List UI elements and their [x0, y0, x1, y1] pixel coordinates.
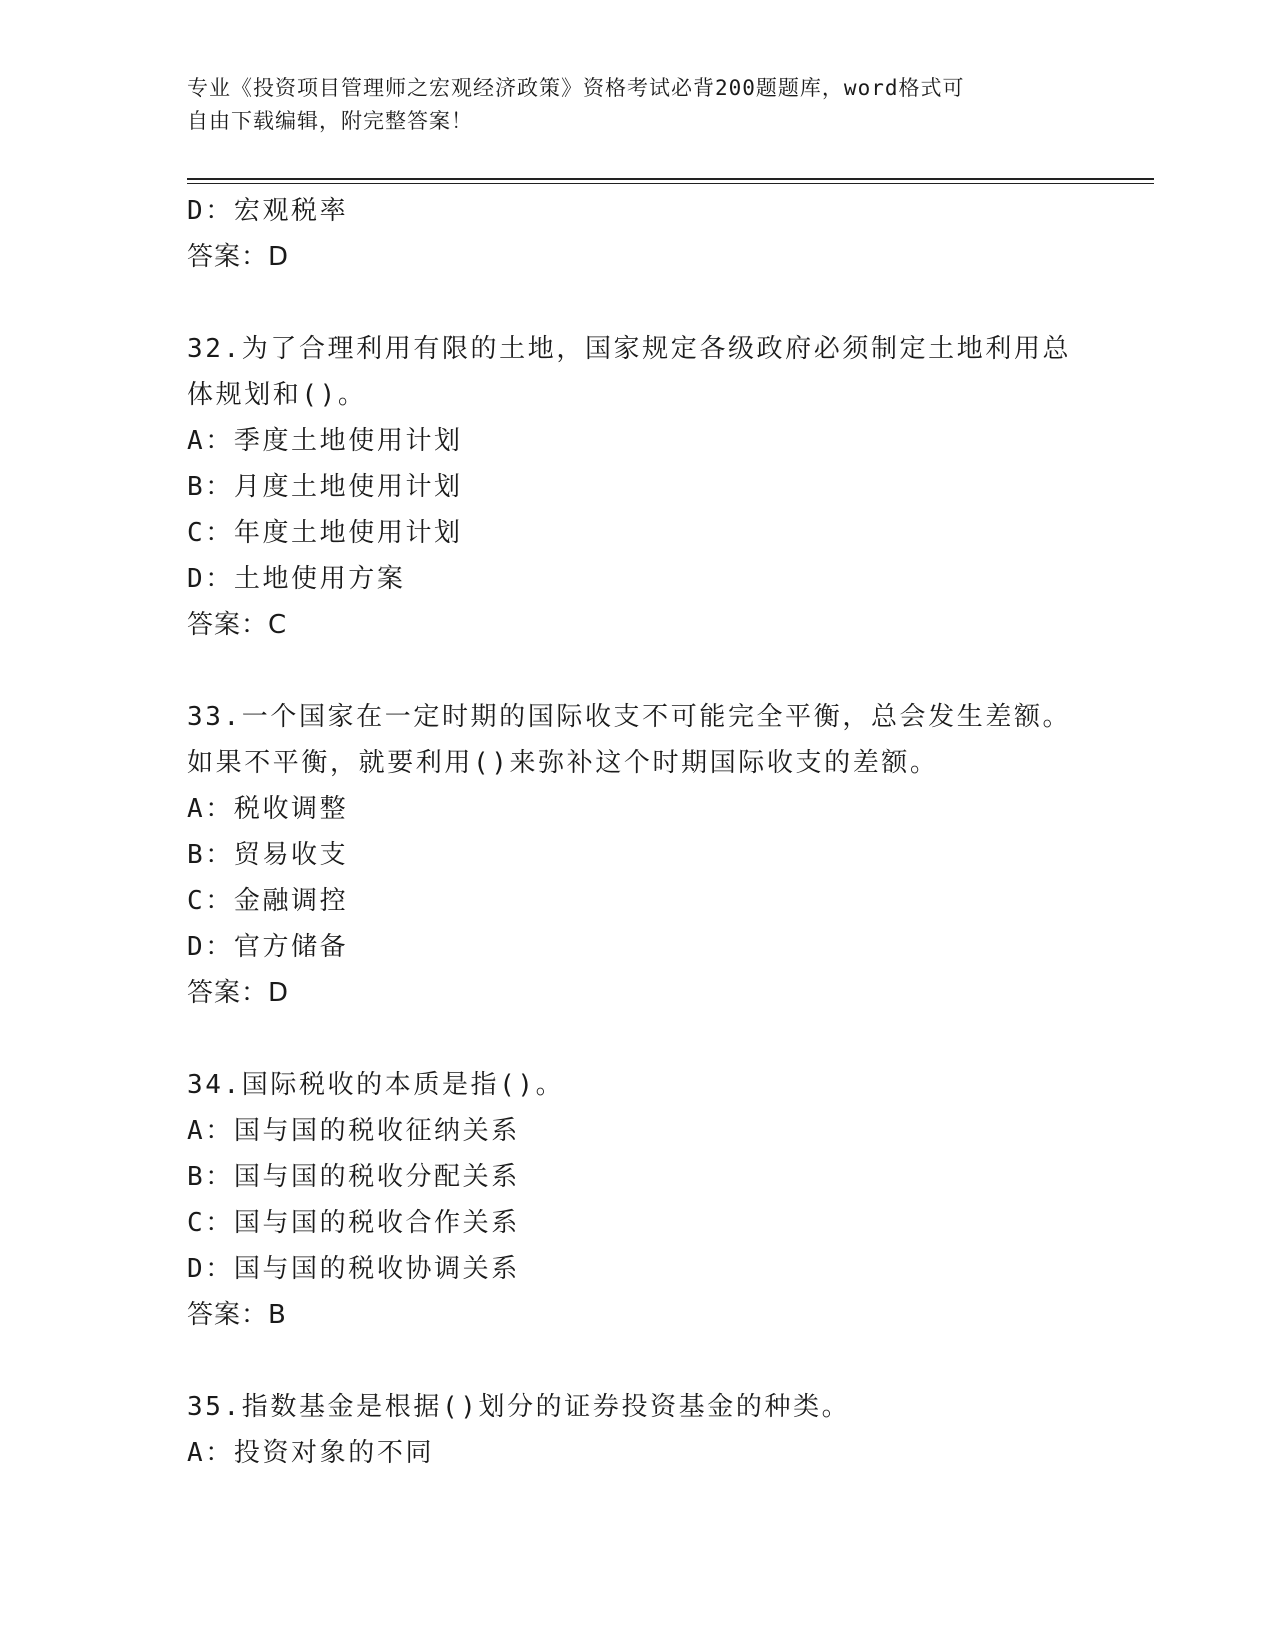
document-header [187, 72, 1087, 138]
option-b: B：月度土地使用计划 [187, 472, 463, 502]
option-a: A：季度土地使用计划 [187, 426, 463, 456]
option-c: C：国与国的税收合作关系 [187, 1208, 520, 1238]
header-divider-thick [187, 178, 1154, 180]
answer: 答案：C [187, 610, 288, 640]
spacer [187, 1338, 1087, 1384]
option-d: D：官方储备 [187, 932, 349, 962]
option-b: B：国与国的税收分配关系 [187, 1162, 520, 1192]
question-34 [187, 1062, 1087, 1338]
header-divider-thin [187, 183, 1154, 184]
header-line-1: 专业《投资项目管理师之宏观经济政策》资格考试必背200题题库，word格式可 [187, 76, 965, 100]
question-stem-line: 34.国际税收的本质是指()。 [187, 1070, 565, 1100]
spacer [187, 648, 1087, 694]
header-line-2: 自由下载编辑，附完整答案！ [187, 109, 473, 133]
question-32 [187, 326, 1087, 648]
option-a: A：税收调整 [187, 794, 349, 824]
option-a: A：投资对象的不同 [187, 1438, 435, 1468]
option-a: A：国与国的税收征纳关系 [187, 1116, 520, 1146]
question-stem-line: 33.一个国家在一定时期的国际收支不可能完全平衡，总会发生差额。 [187, 702, 1072, 732]
answer: 答案：D [187, 978, 290, 1008]
question-stem-line: 35.指数基金是根据()划分的证券投资基金的种类。 [187, 1392, 851, 1422]
question-33 [187, 694, 1087, 1016]
option-c: C：年度土地使用计划 [187, 518, 463, 548]
answer: 答案：B [187, 1300, 287, 1330]
question-31-tail [187, 188, 1087, 280]
question-stem-line: 32.为了合理利用有限的土地，国家规定各级政府必须制定土地利用总 [187, 334, 1072, 364]
answer: 答案：D [187, 242, 290, 272]
option-c: C：金融调控 [187, 886, 349, 916]
option-d: D：宏观税率 [187, 196, 349, 226]
option-d: D：国与国的税收协调关系 [187, 1254, 520, 1284]
question-stem-line: 体规划和()。 [187, 380, 367, 410]
question-list [187, 188, 1087, 1476]
option-b: B：贸易收支 [187, 840, 349, 870]
question-35 [187, 1384, 1087, 1476]
question-stem-line: 如果不平衡，就要利用()来弥补这个时期国际收支的差额。 [187, 748, 939, 778]
spacer [187, 280, 1087, 326]
option-d: D：土地使用方案 [187, 564, 406, 594]
spacer [187, 1016, 1087, 1062]
